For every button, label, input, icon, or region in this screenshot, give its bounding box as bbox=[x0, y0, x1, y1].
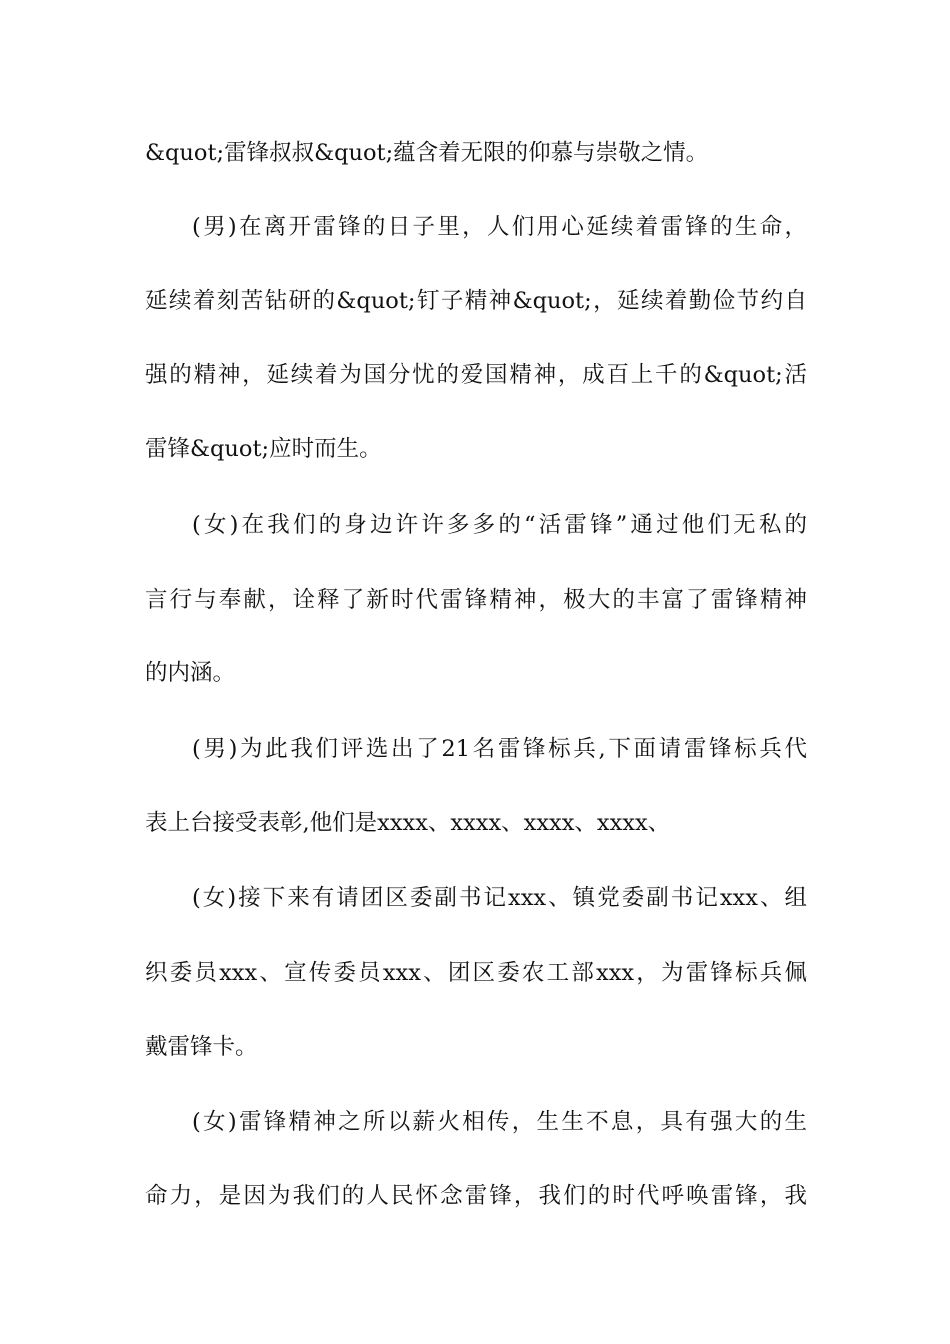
text-line: 雷锋&quot;应时而生。 bbox=[145, 436, 382, 462]
text-line: 表上台接受表彰,他们是xxxx、xxxx、xxxx、xxxx、 bbox=[145, 810, 671, 836]
text-line: 言行与奉献，诠释了新时代雷锋精神，极大的丰富了雷锋精神 bbox=[145, 587, 807, 613]
paragraph-line: (男)在离开雷锋的日子里，人们用心延续着雷锋的生命， bbox=[192, 214, 807, 240]
text-line: 强的精神，延续着为国分忧的爱国精神，成百上千的&quot;活 bbox=[145, 362, 807, 388]
text-line: &quot;雷锋叔叔&quot;蕴含着无限的仰慕与崇敬之情。 bbox=[145, 140, 709, 166]
text-line: 戴雷锋卡。 bbox=[145, 1034, 258, 1060]
paragraph-line: (女)在我们的身边许许多多的“活雷锋”通过他们无私的 bbox=[192, 512, 807, 538]
paragraph-line: (女)接下来有请团区委副书记xxx、镇党委副书记xxx、组 bbox=[192, 885, 807, 911]
text-line: 延续着刻苦钻研的&quot;钉子精神&quot;，延续着勤俭节约自 bbox=[145, 288, 807, 314]
text-line: 命力，是因为我们的人民怀念雷锋，我们的时代呼唤雷锋，我 bbox=[145, 1183, 807, 1209]
text-line: 的内涵。 bbox=[145, 660, 236, 686]
paragraph-line: (男)为此我们评选出了21名雷锋标兵,下面请雷锋标兵代 bbox=[192, 736, 807, 762]
paragraph-line: (女)雷锋精神之所以薪火相传，生生不息，具有强大的生 bbox=[192, 1109, 807, 1135]
text-line: 织委员xxx、宣传委员xxx、团区委农工部xxx，为雷锋标兵佩 bbox=[145, 960, 807, 986]
